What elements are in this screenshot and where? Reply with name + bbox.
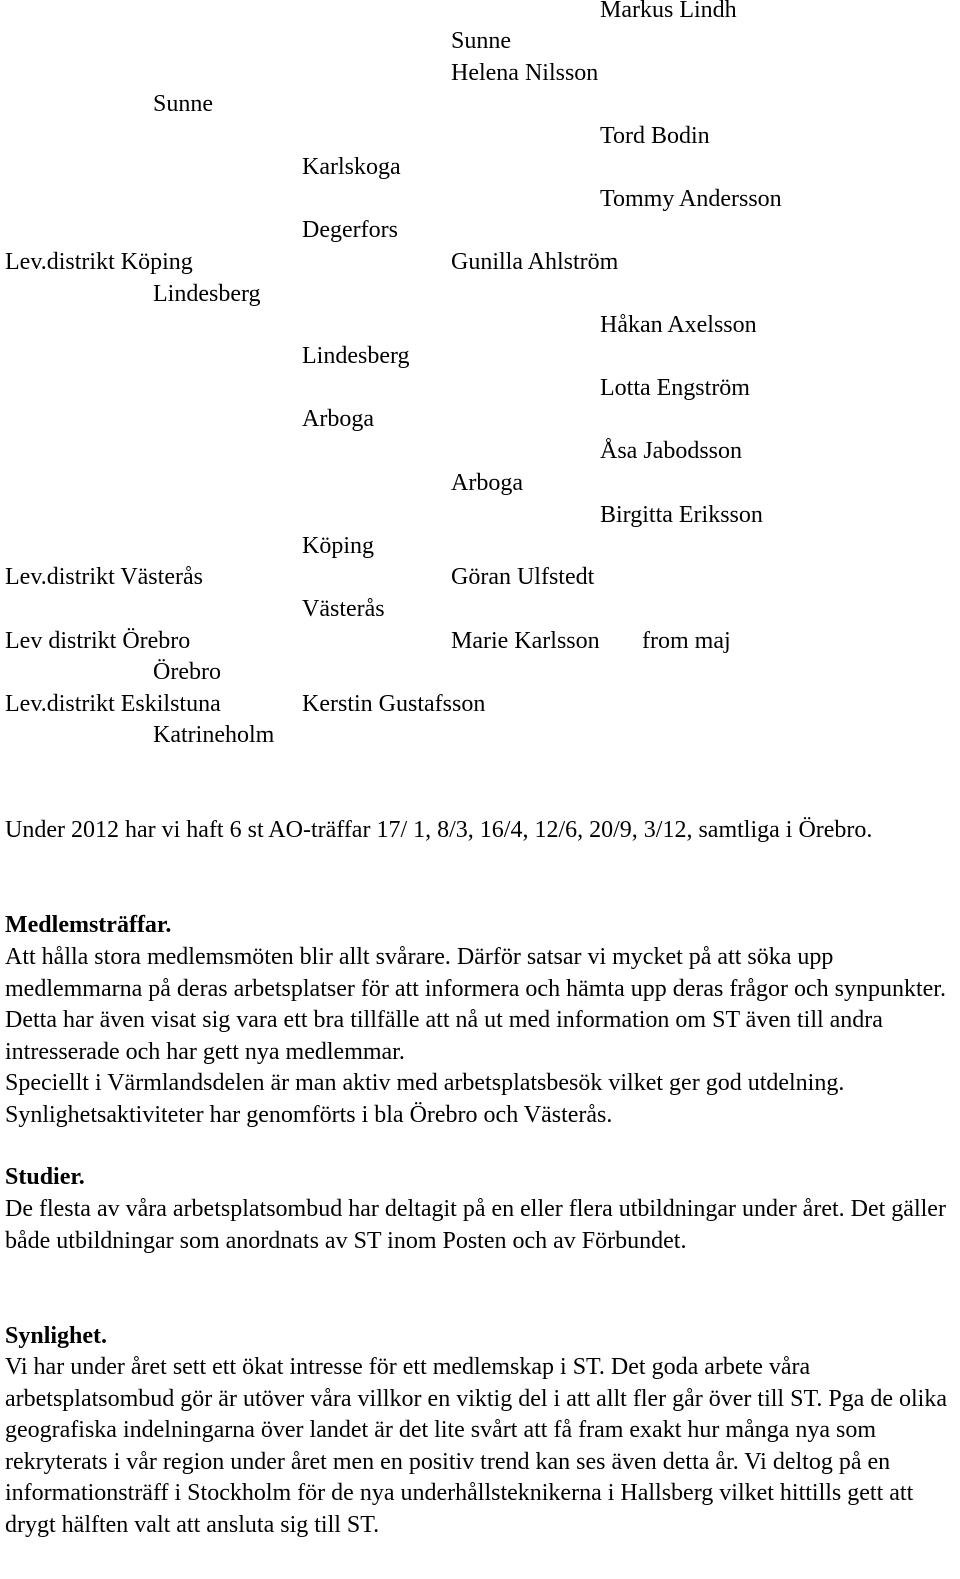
place-lindesberg-b: Lindesberg <box>302 343 410 369</box>
place-koping: Köping <box>302 533 374 559</box>
heading-synlighet: Synlighet. <box>5 1323 108 1349</box>
name-lotta: Lotta Engström <box>600 375 750 401</box>
note-from-maj: from maj <box>642 628 731 654</box>
synlighet-text: Vi har under året sett ett ökat intresse för ett medlemskap i ST. Det goda arbete våra arbetsplatsombud gör är utöver våra villkor en viktig del i att allt fler går över till ST. Pga de olika geografiska indelningarna över landet är det lite svårt att få fram exakt hur många nya som rekryterats i vår region under året men en positiv trend kan ses även detta år. Vi deltog på en informationsträff i Stockholm för de nya underhållsteknikerna i Hallsberg vilket hittills gett att drygt hälften valt att ansluta sig till ST. <box>5 1354 947 1538</box>
lev-distrikt-eskilstuna: Lev.distrikt Eskilstuna <box>5 691 221 717</box>
lev-distrikt-orebro: Lev distrikt Örebro <box>5 628 191 654</box>
ao-meetings-text: Under 2012 har vi haft 6 st AO-träffar 17/ 1, 8/3, 16/4, 12/6, 20/9, 3/12, samtliga i Örebro. <box>5 817 873 843</box>
place-vasteras: Västerås <box>302 596 385 622</box>
lev-distrikt-vasteras: Lev.distrikt Västerås <box>5 564 203 590</box>
name-markus: Markus Lindh <box>600 0 737 23</box>
name-goran: Göran Ulfstedt <box>451 564 595 590</box>
name-hakan: Håkan Axelsson <box>600 312 757 338</box>
place-degerfors: Degerfors <box>302 217 398 243</box>
name-gunilla: Gunilla Ahlström <box>451 249 619 275</box>
name-helena: Helena Nilsson <box>451 60 599 86</box>
name-birgitta: Birgitta Eriksson <box>600 502 763 528</box>
heading-medlemstraffar: Medlemsträffar. <box>5 912 172 938</box>
name-kerstin: Kerstin Gustafsson <box>302 691 486 717</box>
name-tommy: Tommy Andersson <box>600 186 782 212</box>
medlemstraffar-text: Att hålla stora medlemsmöten blir allt svårare. Därför satsar vi mycket på att söka upp medlemmarna på deras arbetsplatser för att informera och hämta upp deras frågor och synpunkter. Detta har även visat sig vara ett bra tillfälle att nå ut med information om ST även till andra intresserade och har gett nya medlemmar. <box>5 944 946 1065</box>
name-asa: Åsa Jabodsson <box>600 438 742 464</box>
heading-studier: Studier. <box>5 1164 85 1190</box>
place-sunne-a: Sunne <box>153 91 213 117</box>
place-orebro: Örebro <box>153 659 221 685</box>
medlemstraffar-text-2: Speciellt i Värmlandsdelen är man aktiv med arbetsplatsbesök vilket ger god utdelning. Synlighetsaktiviteter har genomförts i bla Örebro och Västerås. <box>5 1070 845 1128</box>
place-arboga-b: Arboga <box>302 406 374 432</box>
lev-distrikt-koping: Lev.distrikt Köping <box>5 249 193 275</box>
place-sunne-c: Sunne <box>451 28 511 54</box>
name-tord: Tord Bodin <box>600 123 710 149</box>
place-arboga-c: Arboga <box>451 470 523 496</box>
place-karlskoga: Karlskoga <box>302 154 401 180</box>
place-lindesberg-a: Lindesberg <box>153 281 261 307</box>
studier-text: De flesta av våra arbetsplatsombud har deltagit på en eller flera utbildningar under året. Det gäller både utbildningar som anordnats av ST inom Posten och av Förbundet. <box>5 1196 946 1254</box>
name-marie: Marie Karlsson <box>451 628 600 654</box>
place-katrineholm: Katrineholm <box>153 722 275 748</box>
